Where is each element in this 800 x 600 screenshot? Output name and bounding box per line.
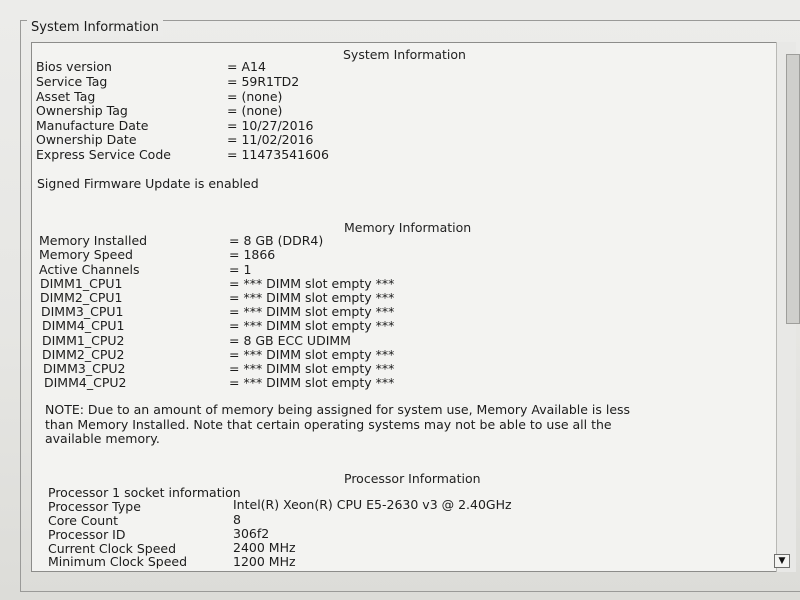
dimm4-cpu2-label: DIMM4_CPU2 (44, 375, 127, 390)
asset-tag-label: Asset Tag (36, 89, 96, 104)
service-tag-label: Service Tag (36, 74, 108, 89)
service-tag-value: = 59R1TD2 (227, 74, 300, 89)
scroll-down-button[interactable] (774, 554, 790, 568)
dimm3-cpu1-label: DIMM3_CPU1 (41, 304, 124, 319)
current-clock-speed-label: Current Clock Speed (48, 541, 177, 556)
core-count-label: Core Count (48, 513, 119, 528)
memory-note-line: than Memory Installed. Note that certain operating systems may not be able to use all the (45, 417, 612, 432)
dimm2-cpu2-value: = *** DIMM slot empty *** (229, 347, 395, 362)
asset-tag-value: = (none) (227, 89, 283, 104)
dimm4-cpu2-value: = *** DIMM slot empty *** (229, 375, 395, 390)
core-count-value: 8 (233, 512, 241, 527)
processor-info-header: Processor Information (344, 471, 481, 486)
memory-info-header: Memory Information (344, 220, 472, 235)
dimm3-cpu2-value: = *** DIMM slot empty *** (229, 361, 395, 376)
memory-installed-value: = 8 GB (DDR4) (229, 233, 324, 248)
ownership-date-label: Ownership Date (36, 132, 137, 147)
dimm4-cpu1-value: = *** DIMM slot empty *** (229, 318, 395, 333)
chevron-down-icon: ▼ (778, 556, 786, 566)
processor-type-value: Intel(R) Xeon(R) CPU E5-2630 v3 @ 2.40GHz (233, 497, 512, 512)
current-clock-speed-value: 2400 MHz (233, 540, 296, 555)
scrollbar-thumb[interactable] (786, 54, 800, 324)
memory-note-line: available memory. (45, 431, 160, 446)
active-channels-value: = 1 (229, 262, 252, 277)
ownership-date-value: = 11/02/2016 (227, 132, 314, 147)
dimm2-cpu1-value: = *** DIMM slot empty *** (229, 290, 395, 305)
dimm2-cpu1-label: DIMM2_CPU1 (40, 290, 123, 305)
processor-id-value: 306f2 (233, 526, 270, 541)
dimm1-cpu2-label: DIMM1_CPU2 (42, 333, 125, 348)
ownership-tag-label: Ownership Tag (36, 103, 128, 118)
dimm1-cpu2-value: = 8 GB ECC UDIMM (229, 333, 351, 348)
dimm3-cpu1-value: = *** DIMM slot empty *** (229, 304, 395, 319)
express-service-code-label: Express Service Code (36, 147, 171, 162)
express-service-code-value: = 11473541606 (227, 147, 329, 162)
dimm3-cpu2-label: DIMM3_CPU2 (43, 361, 126, 376)
minimum-clock-speed-label: Minimum Clock Speed (48, 554, 188, 569)
manufacture-date-label: Manufacture Date (36, 118, 149, 133)
ownership-tag-value: = (none) (227, 103, 283, 118)
dimm1-cpu1-label: DIMM1_CPU1 (40, 276, 123, 291)
dimm1-cpu1-value: = *** DIMM slot empty *** (229, 276, 395, 291)
system-info-header: System Information (343, 47, 466, 62)
group-title: System Information (27, 20, 163, 36)
memory-speed-label: Memory Speed (39, 247, 133, 262)
processor-id-label: Processor ID (48, 527, 126, 542)
dimm4-cpu1-label: DIMM4_CPU1 (42, 318, 125, 333)
manufacture-date-value: = 10/27/2016 (227, 118, 314, 133)
memory-installed-label: Memory Installed (39, 233, 148, 248)
minimum-clock-speed-value: 1200 MHz (233, 554, 296, 569)
dimm2-cpu2-label: DIMM2_CPU2 (42, 347, 125, 362)
processor-type-label: Processor Type (48, 499, 141, 514)
processor-socket-label: Processor 1 socket information (48, 485, 241, 500)
active-channels-label: Active Channels (39, 262, 140, 277)
memory-note-line: NOTE: Due to an amount of memory being assigned for system use, Memory Available is less (45, 402, 631, 417)
bios-version-label: Bios version (36, 59, 112, 74)
memory-speed-value: = 1866 (229, 247, 276, 262)
bios-version-value: = A14 (227, 59, 266, 74)
firmware-update-status: Signed Firmware Update is enabled (37, 176, 259, 191)
